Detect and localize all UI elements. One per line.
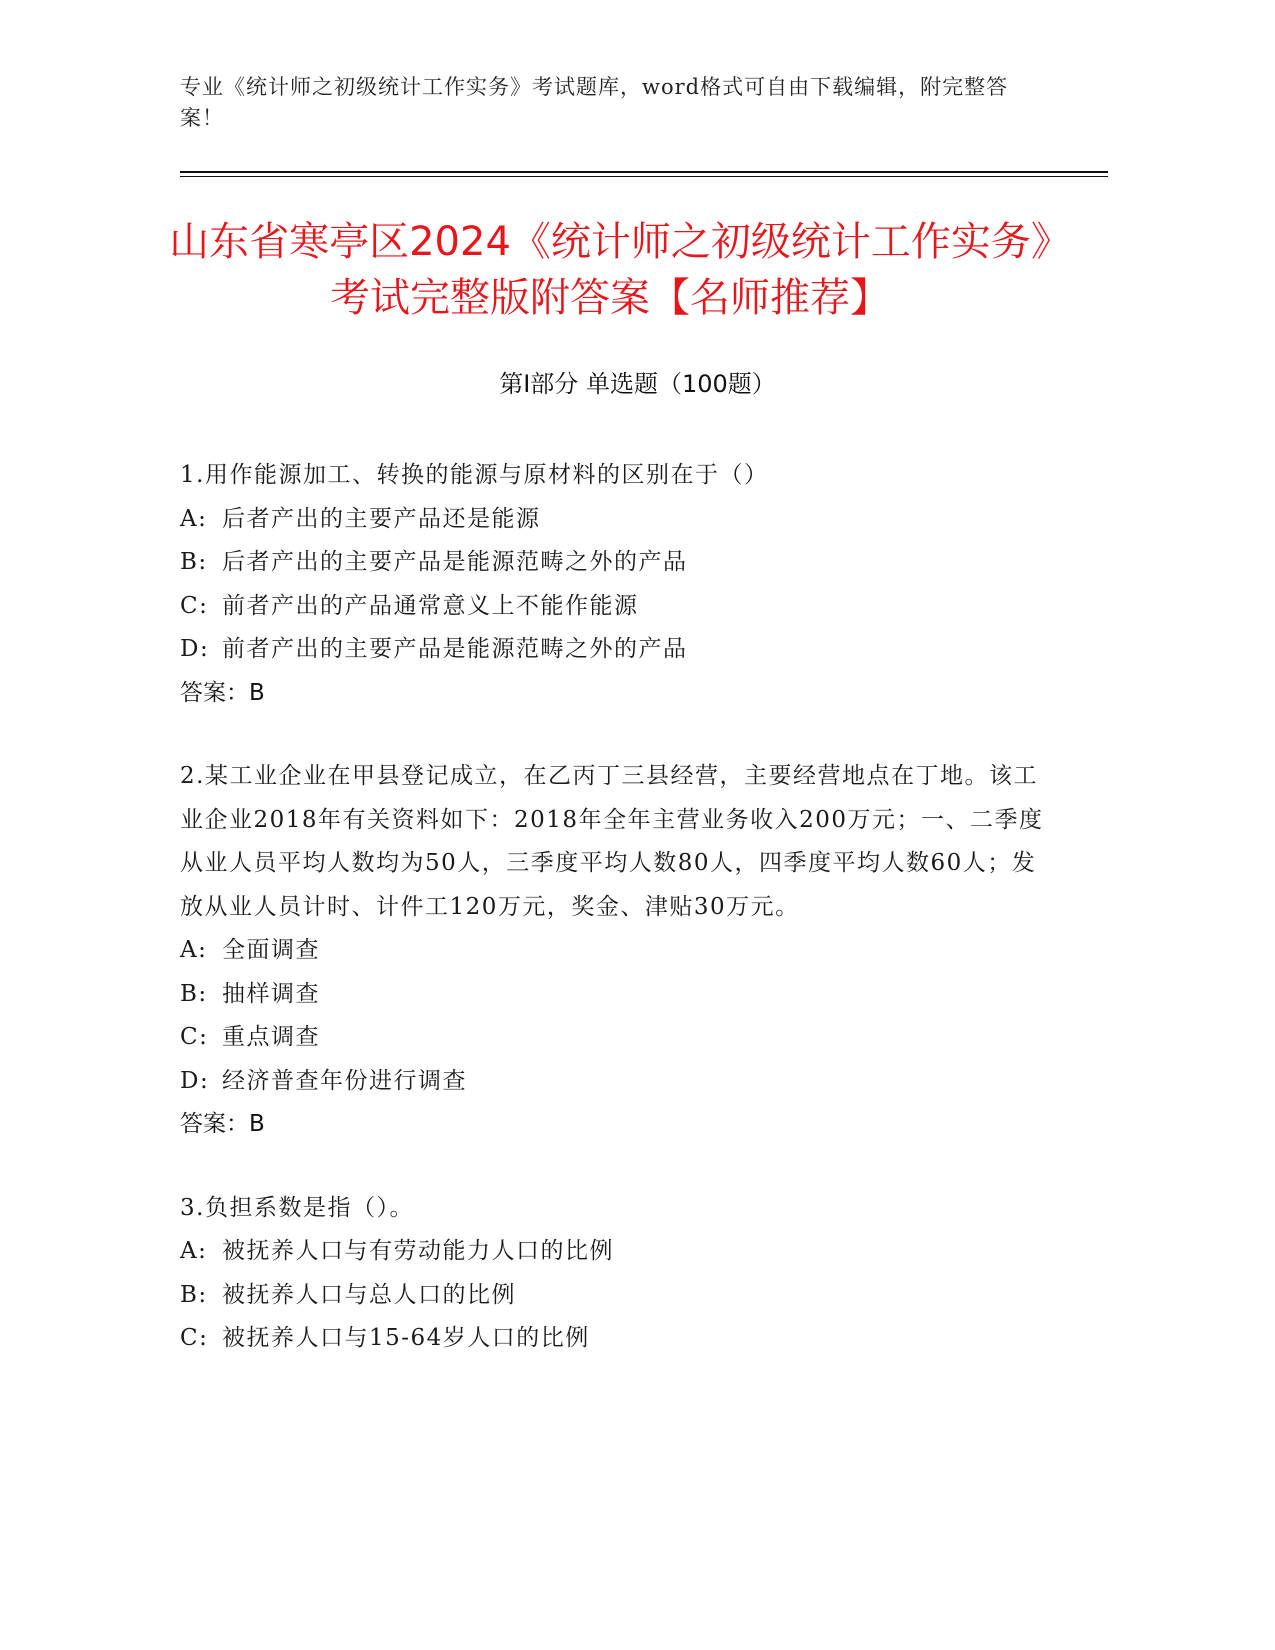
- question-2: [180, 755, 1050, 1147]
- option-text: 经济普查年份进行调查: [222, 1067, 467, 1094]
- option-letter: D:: [180, 1067, 210, 1094]
- option-letter: C:: [180, 1325, 209, 1351]
- question-stem: 1.用作能源加工、转换的能源与原材料的区别在于（）: [180, 462, 769, 488]
- option-a: [180, 498, 1050, 542]
- option-b: [180, 973, 1050, 1017]
- option-text: 被抚养人口与总人口的比例: [222, 1281, 516, 1308]
- option-text: 前者产出的产品通常意义上不能作能源: [222, 592, 639, 619]
- document-title: 山东省寒亭区2024《统计师之初级统计工作实务》考试完整版附答案【名师推荐】: [169, 219, 1051, 321]
- option-text: 被抚养人口与有劳动能力人口的比例: [222, 1238, 614, 1264]
- section-heading: 第I部分 单选题（100题）: [499, 370, 776, 398]
- option-a: [180, 1230, 1050, 1274]
- option-text: 后者产出的主要产品还是能源: [222, 505, 541, 532]
- option-a: [180, 929, 1050, 973]
- option-text: 后者产出的主要产品是能源范畴之外的产品: [222, 549, 688, 575]
- option-letter: C:: [180, 1024, 209, 1050]
- option-text: 全面调查: [222, 937, 320, 963]
- option-letter: C:: [180, 592, 209, 619]
- option-text: 重点调查: [222, 1024, 320, 1050]
- question-list: [180, 454, 1050, 1401]
- option-text: 被抚养人口与15-64岁人口的比例: [222, 1325, 590, 1351]
- option-letter: B:: [180, 549, 208, 575]
- option-letter: A:: [180, 505, 208, 532]
- option-c: [180, 1016, 1050, 1060]
- header-rule-thin: [180, 176, 1108, 177]
- option-b: [180, 1274, 1050, 1318]
- option-letter: B:: [180, 1281, 208, 1308]
- answer-label: 答案：B: [180, 679, 265, 706]
- option-d: [180, 628, 1050, 672]
- option-c: [180, 585, 1050, 629]
- option-text: 前者产出的主要产品是能源范畴之外的产品: [222, 636, 688, 662]
- answer-label: 答案：B: [180, 1111, 265, 1137]
- header-note: 专业《统计师之初级统计工作实务》考试题库，word格式可自由下载编辑，附完整答案！: [180, 75, 1009, 130]
- option-text: 抽样调查: [222, 980, 320, 1007]
- question-3: [180, 1187, 1050, 1361]
- option-c: [180, 1317, 1050, 1361]
- option-letter: B:: [180, 980, 208, 1007]
- option-d: [180, 1060, 1050, 1104]
- question-stem: 2.某工业企业在甲县登记成立，在乙丙丁三县经营，主要经营地点在丁地。该工业企业2018年有关资料如下：2018年全年主营业务收入200万元；一、二季度从业人员平均人数均为50人，三季度平均人数80人，四季度平均人数60人；发放从业人员计时、计件工120万元，奖金、津贴30万元。: [180, 763, 1044, 920]
- option-letter: D:: [180, 636, 210, 662]
- option-letter: A:: [180, 937, 208, 963]
- question-1: [180, 454, 1050, 715]
- option-letter: A:: [180, 1238, 208, 1264]
- header-rule-thick: [180, 171, 1108, 173]
- question-stem: 3.负担系数是指（）。: [180, 1194, 414, 1221]
- option-b: [180, 541, 1050, 585]
